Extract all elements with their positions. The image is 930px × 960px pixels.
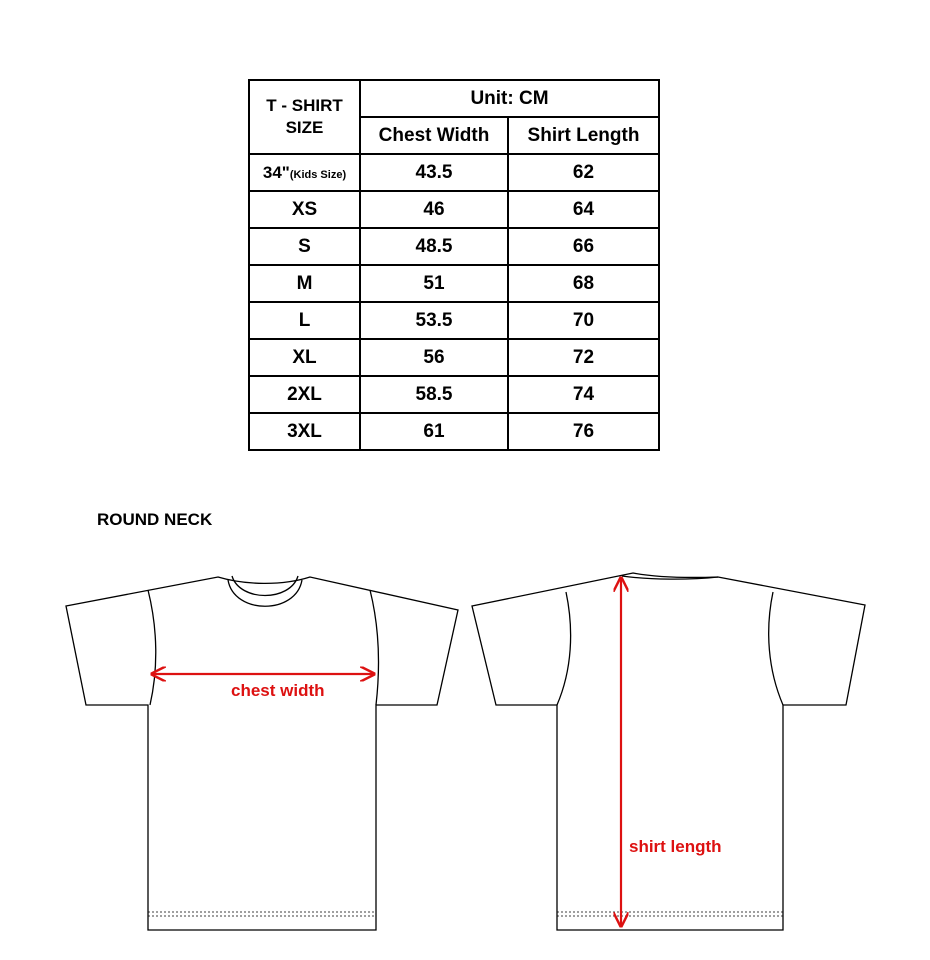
length-cell: 64 bbox=[508, 191, 659, 228]
size-cell: L bbox=[249, 302, 360, 339]
length-cell: 66 bbox=[508, 228, 659, 265]
back-shirt bbox=[472, 573, 865, 930]
front-shirt-outline bbox=[66, 577, 458, 930]
table-row bbox=[249, 191, 659, 228]
chest-cell: 53.5 bbox=[360, 302, 508, 339]
shirt-length-label: shirt length bbox=[629, 837, 722, 856]
chest-cell: 48.5 bbox=[360, 228, 508, 265]
shirt-diagram bbox=[0, 560, 930, 940]
size-header-line2: SIZE bbox=[285, 118, 324, 137]
size-header-line1: T - SHIRT bbox=[266, 96, 343, 115]
size-cell: XS bbox=[249, 191, 360, 228]
section-title: ROUND NECK bbox=[97, 510, 213, 529]
chest-width-label: chest width bbox=[231, 681, 325, 700]
size-cell bbox=[249, 154, 360, 191]
chest-cell: 58.5 bbox=[360, 376, 508, 413]
size-chart-table bbox=[248, 79, 660, 451]
size-column-header bbox=[249, 80, 360, 154]
table-row bbox=[249, 339, 659, 376]
length-cell: 72 bbox=[508, 339, 659, 376]
table-row bbox=[249, 413, 659, 450]
length-cell: 68 bbox=[508, 265, 659, 302]
table-row bbox=[249, 154, 659, 191]
kids-size-value: 34" bbox=[262, 162, 290, 182]
size-cell: M bbox=[249, 265, 360, 302]
chest-cell: 56 bbox=[360, 339, 508, 376]
chest-cell: 43.5 bbox=[360, 154, 508, 191]
size-cell: 2XL bbox=[249, 376, 360, 413]
length-cell: 62 bbox=[508, 154, 659, 191]
chest-cell: 61 bbox=[360, 413, 508, 450]
length-cell: 70 bbox=[508, 302, 659, 339]
chest-width-header: Chest Width bbox=[360, 117, 508, 154]
chest-cell: 46 bbox=[360, 191, 508, 228]
front-shirt bbox=[66, 576, 458, 930]
shirt-length-header: Shirt Length bbox=[508, 117, 659, 154]
chest-cell: 51 bbox=[360, 265, 508, 302]
table-row bbox=[249, 376, 659, 413]
back-shirt-outline bbox=[472, 573, 865, 930]
table-row bbox=[249, 228, 659, 265]
size-cell: XL bbox=[249, 339, 360, 376]
kids-size-note: (Kids Size) bbox=[289, 168, 347, 181]
table-row bbox=[249, 265, 659, 302]
length-cell: 74 bbox=[508, 376, 659, 413]
length-cell: 76 bbox=[508, 413, 659, 450]
size-cell: 3XL bbox=[249, 413, 360, 450]
table-row bbox=[249, 302, 659, 339]
size-cell: S bbox=[249, 228, 360, 265]
unit-header: Unit: CM bbox=[360, 80, 659, 117]
